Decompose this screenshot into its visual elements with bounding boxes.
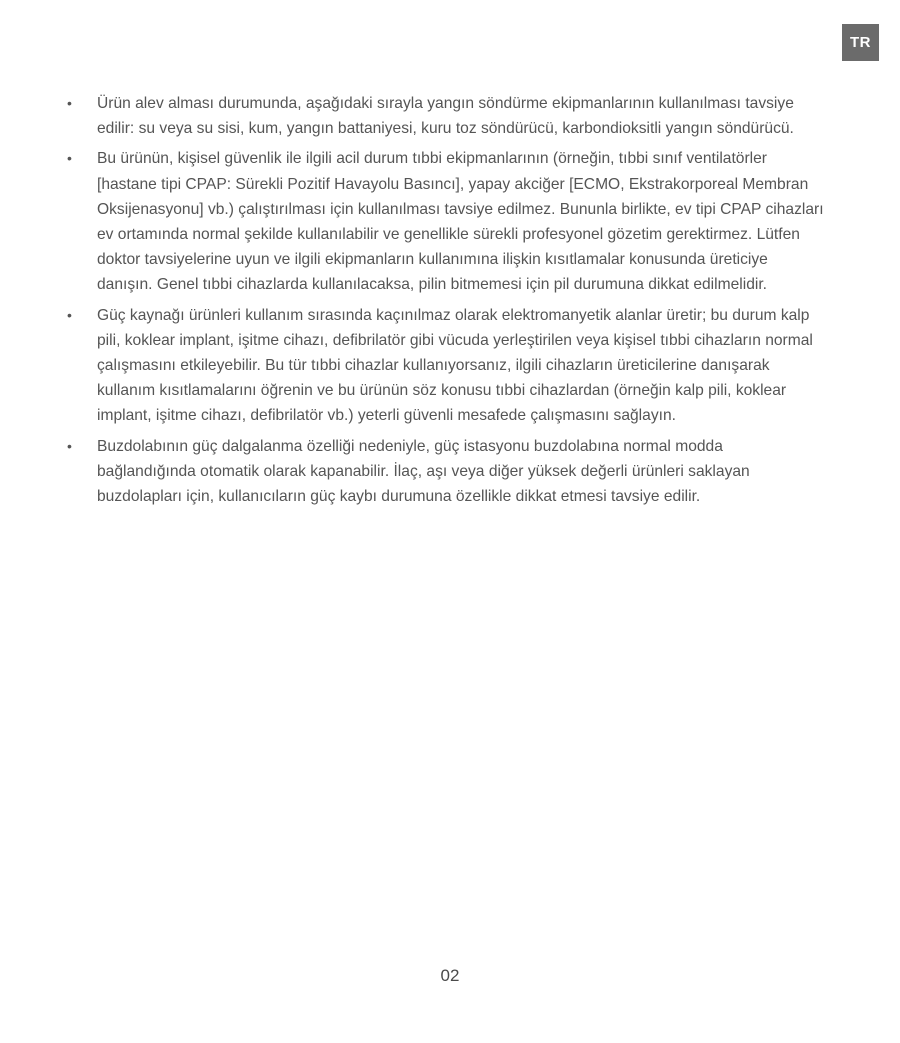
list-item <box>66 91 826 141</box>
bullet-icon: • <box>67 306 72 323</box>
list-item-text: Güç kaynağı ürünleri kullanım sırasında kaçınılmaz olarak elektromanyetik alanlar üretir; bu durum kalp pili, koklear implant, işitme cihazı, defibrilatör gibi vücuda yerleştirilen veya kişisel tıbbi cihazların normal çalışmasını etkileyebilir. Bu tür tıbbi cihazlar kullanıyorsanız, ilgili cihazların üreticilerine danışarak kullanım kısıtlamalarını öğrenin ve bu ürünün söz konusu tıbbi cihazlardan (örneğin kalp pili, koklear implant, işitme cihazı, defibrilatör vb.) yeterli güvenli mesafede çalışmasını sağlayın. <box>97 306 813 425</box>
language-tab: TR <box>842 24 879 61</box>
list-item-text: Buzdolabının güç dalgalanma özelliği nedeniyle, güç istasyonu buzdolabına normal modda bağlandığında otomatik olarak kapanabilir. İlaç, aşı veya diğer yüksek değerli ürünleri saklayan buzdolapları için, kullanıcıların güç kaybı durumuna özellikle dikkat etmesi tavsiye edilir. <box>97 437 750 506</box>
list-item-text: Ürün alev alması durumunda, aşağıdaki sırayla yangın söndürme ekipmanlarının kullanılması tavsiye edilir: su veya su sisi, kum, yangın battaniyesi, kuru toz söndürücü, karbondioksitli yangın söndürücü. <box>97 95 794 138</box>
safety-bullet-list <box>66 91 826 514</box>
list-item <box>66 146 826 297</box>
list-item-text: Bu ürünün, kişisel güvenlik ile ilgili acil durum tıbbi ekipmanlarının (örneğin, tıbbi sınıf ventilatörler [hastane tipi CPAP: Sürekli Pozitif Havayolu Basıncı], yapay akciğer [ECMO, Ekstrakorporeal Membran Oksijenasyonu] vb.) çalıştırılması için kullanılması tavsiye edilmez. Bununla birlikte, ev tipi CPAP cihazları ev ortamında normal şekilde kullanılabilir ve genellikle sürekli profesyonel gözetim gerektirmez. Lütfen doktor tavsiyelerine uyun ve ilgili ekipmanların kullanımına ilişkin kısıtlamalar konusunda üreticiye danışın. Genel tıbbi cihazlarda kullanılacaksa, pilin bitmemesi için pil durumuna dikkat edilmelidir. <box>97 150 824 294</box>
list-item <box>66 434 826 510</box>
list-item <box>66 303 826 429</box>
page-number: 02 <box>440 966 460 985</box>
bullet-icon: • <box>67 150 72 167</box>
bullet-icon: • <box>67 95 72 111</box>
bullet-icon: • <box>67 437 72 454</box>
